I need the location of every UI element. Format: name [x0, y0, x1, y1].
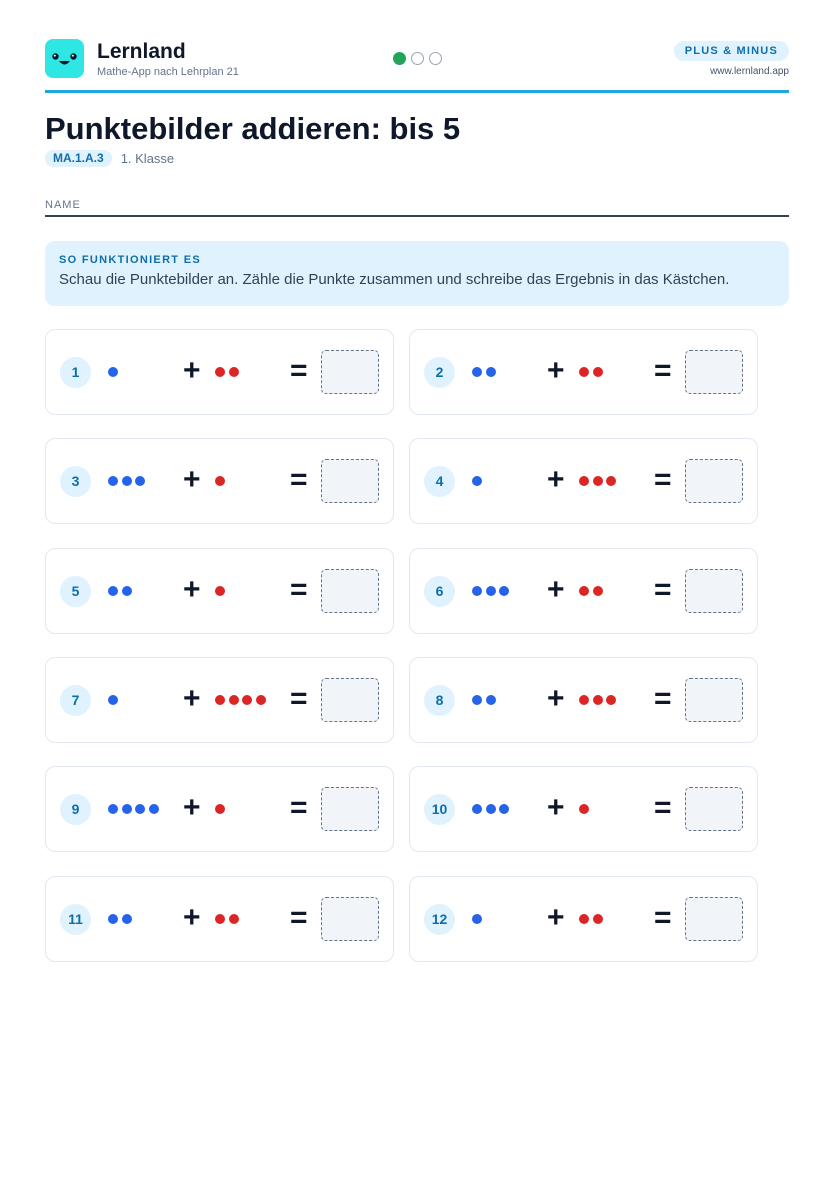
blue-dot	[486, 695, 496, 705]
blue-dot	[486, 367, 496, 377]
right-dot-group	[579, 586, 603, 596]
left-dot-group	[472, 586, 509, 596]
plus-sign: +	[547, 354, 565, 387]
worksheet-meta	[45, 150, 174, 167]
right-dot-group	[579, 367, 603, 377]
equals-sign: =	[654, 791, 672, 825]
answer-box[interactable]	[685, 787, 743, 831]
task-number: 10	[424, 794, 455, 825]
right-dot-group	[215, 804, 225, 814]
red-dot	[579, 367, 589, 377]
answer-box[interactable]	[321, 350, 379, 394]
right-dot-group	[215, 367, 239, 377]
page-title: Punktebilder addieren: bis 5	[45, 111, 461, 146]
red-dot	[593, 367, 603, 377]
red-dot	[242, 695, 252, 705]
blue-dot	[472, 367, 482, 377]
answer-box[interactable]	[321, 787, 379, 831]
name-label: NAME	[45, 199, 81, 211]
plus-sign: +	[183, 791, 201, 825]
task-number: 5	[60, 576, 91, 607]
topic-badge: PLUS & MINUS	[674, 41, 789, 61]
blue-dot	[472, 804, 482, 814]
blue-dot	[486, 804, 496, 814]
task-number: 3	[60, 466, 91, 497]
blue-dot	[472, 695, 482, 705]
answer-box[interactable]	[685, 459, 743, 503]
grade-label: 1. Klasse	[120, 151, 175, 166]
site-url: www.lernland.app	[710, 66, 789, 77]
equals-sign: =	[290, 463, 308, 497]
plus-sign: +	[547, 572, 565, 606]
left-dot-group	[108, 695, 118, 705]
red-dot	[215, 804, 225, 814]
answer-box[interactable]	[321, 459, 379, 503]
blue-dot	[135, 476, 145, 486]
left-dot-group	[108, 804, 159, 814]
equals-sign: =	[654, 681, 672, 715]
left-dot-group	[472, 695, 496, 705]
blue-dot	[122, 586, 132, 596]
answer-box[interactable]	[321, 569, 379, 613]
left-dot-group	[108, 476, 145, 486]
right-dot-group	[579, 476, 616, 486]
instructions-box	[45, 241, 789, 306]
task-card	[409, 438, 758, 524]
equals-sign: =	[290, 900, 308, 934]
brand	[97, 40, 239, 79]
equals-sign: =	[654, 572, 672, 606]
answer-box[interactable]	[685, 897, 743, 941]
red-dot	[215, 914, 225, 924]
plus-sign: +	[183, 354, 201, 387]
curriculum-code-badge: MA.1.A.3	[45, 150, 112, 167]
task-card	[409, 766, 758, 852]
blue-dot	[472, 586, 482, 596]
equals-sign: =	[654, 463, 672, 497]
red-dot	[256, 695, 266, 705]
task-number: 1	[60, 357, 91, 388]
answer-box[interactable]	[685, 569, 743, 613]
task-number: 7	[60, 685, 91, 716]
blue-dot	[472, 476, 482, 486]
plus-sign: +	[183, 463, 201, 497]
task-number: 9	[60, 794, 91, 825]
plus-sign: +	[547, 681, 565, 715]
answer-box[interactable]	[321, 678, 379, 722]
task-card	[409, 329, 758, 415]
blue-dot	[122, 476, 132, 486]
blue-dot	[499, 586, 509, 596]
brand-name: Lernland	[97, 40, 186, 63]
instructions-text: Schau die Punktebilder an. Zähle die Punkte zusammen und schreibe das Ergebnis in das Kästchen.	[59, 271, 730, 288]
equals-sign: =	[654, 354, 672, 387]
progress-dot	[393, 52, 406, 65]
task-card	[45, 548, 394, 634]
red-dot	[579, 476, 589, 486]
plus-sign: +	[183, 681, 201, 715]
red-dot	[229, 914, 239, 924]
red-dot	[606, 476, 616, 486]
task-card	[409, 876, 758, 962]
red-dot	[593, 586, 603, 596]
task-number: 4	[424, 466, 455, 497]
left-dot-group	[108, 586, 132, 596]
left-dot-group	[472, 476, 482, 486]
blue-dot	[108, 367, 118, 377]
left-dot-group	[108, 367, 118, 377]
blue-dot	[108, 914, 118, 924]
blue-dot	[108, 476, 118, 486]
red-dot	[215, 367, 225, 377]
blue-dot	[108, 695, 118, 705]
task-card	[45, 876, 394, 962]
right-dot-group	[215, 914, 239, 924]
answer-box[interactable]	[321, 897, 379, 941]
red-dot	[606, 695, 616, 705]
red-dot	[579, 695, 589, 705]
blue-dot	[108, 804, 118, 814]
progress-indicator	[393, 52, 442, 66]
plus-sign: +	[183, 572, 201, 606]
brand-subtitle: Mathe-App nach Lehrplan 21	[97, 66, 239, 78]
left-dot-group	[108, 914, 132, 924]
task-card	[409, 548, 758, 634]
task-card	[409, 657, 758, 743]
equals-sign: =	[290, 791, 308, 825]
right-dot-group	[579, 914, 603, 924]
smiley-face-icon	[45, 39, 84, 78]
right-dot-group	[215, 586, 225, 596]
blue-dot	[122, 914, 132, 924]
right-dot-group	[215, 476, 225, 486]
task-card	[45, 438, 394, 524]
red-dot	[593, 476, 603, 486]
task-card	[45, 329, 394, 415]
red-dot	[593, 914, 603, 924]
plus-sign: +	[183, 900, 201, 934]
equals-sign: =	[654, 900, 672, 934]
red-dot	[579, 804, 589, 814]
task-number: 11	[60, 904, 91, 935]
name-field[interactable]	[45, 215, 789, 217]
red-dot	[229, 695, 239, 705]
answer-box[interactable]	[685, 350, 743, 394]
red-dot	[579, 586, 589, 596]
blue-dot	[135, 804, 145, 814]
red-dot	[215, 476, 225, 486]
red-dot	[579, 914, 589, 924]
right-dot-group	[579, 695, 616, 705]
equals-sign: =	[290, 354, 308, 387]
equals-sign: =	[290, 681, 308, 715]
plus-sign: +	[547, 463, 565, 497]
instructions-heading: SO FUNKTIONIERT ES	[59, 254, 201, 266]
blue-dot	[108, 586, 118, 596]
task-number: 12	[424, 904, 455, 935]
red-dot	[593, 695, 603, 705]
blue-dot	[122, 804, 132, 814]
blue-dot	[472, 914, 482, 924]
left-dot-group	[472, 367, 496, 377]
right-dot-group	[579, 804, 589, 814]
left-dot-group	[472, 804, 509, 814]
answer-box[interactable]	[685, 678, 743, 722]
task-card	[45, 766, 394, 852]
red-dot	[215, 695, 225, 705]
plus-sign: +	[547, 791, 565, 825]
task-card	[45, 657, 394, 743]
progress-dot	[411, 52, 424, 65]
right-dot-group	[215, 695, 266, 705]
equals-sign: =	[290, 572, 308, 606]
blue-dot	[149, 804, 159, 814]
header	[45, 39, 789, 91]
red-dot	[229, 367, 239, 377]
blue-dot	[486, 586, 496, 596]
task-number: 2	[424, 357, 455, 388]
red-dot	[215, 586, 225, 596]
blue-dot	[499, 804, 509, 814]
task-number: 6	[424, 576, 455, 607]
plus-sign: +	[547, 900, 565, 934]
header-divider	[45, 90, 789, 93]
progress-dot	[429, 52, 442, 65]
left-dot-group	[472, 914, 482, 924]
task-number: 8	[424, 685, 455, 716]
